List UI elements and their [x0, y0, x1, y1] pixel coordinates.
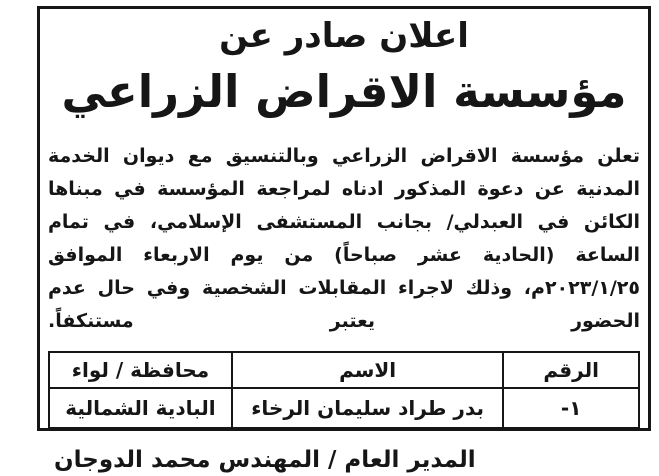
cell-name: بدر طراد سليمان الرخاء — [232, 388, 503, 428]
announcement-body: تعلن مؤسسة الاقراض الزراعي وبالتنسيق مع ديوان الخدمة المدنية عن دعوة المذكور ادناه لمراجعة المؤسسة في مبناها الكائن في العبدلي/ بجانب المستشفى الإسلامي، في تمام الساعة (الحادية عشر صباحاً) من يوم الاربعاء الموافق ٢٠٢٣/١/٢٥م، وذلك لاجراء المقابلات الشخصية وفي حال عدم الحضور يعتبر مستنكفاً. — [48, 144, 640, 332]
table-header-governorate: محافظة / لواء — [49, 352, 232, 388]
table-row — [49, 388, 639, 428]
announcement-title: اعلان صادر عن — [219, 16, 469, 56]
cell-governorate: البادية الشمالية — [49, 388, 232, 428]
announcement-frame — [37, 6, 651, 473]
table-header-name: الاسم — [232, 352, 503, 388]
signature-line: المدير العام / المهندس محمد الدوجان — [54, 446, 476, 473]
cell-number: ١- — [503, 388, 639, 428]
organization-name: مؤسسة الاقراض الزراعي — [61, 65, 627, 119]
table-header-row — [49, 352, 639, 388]
candidates-table — [48, 351, 640, 429]
table-header-number: الرقم — [503, 352, 639, 388]
